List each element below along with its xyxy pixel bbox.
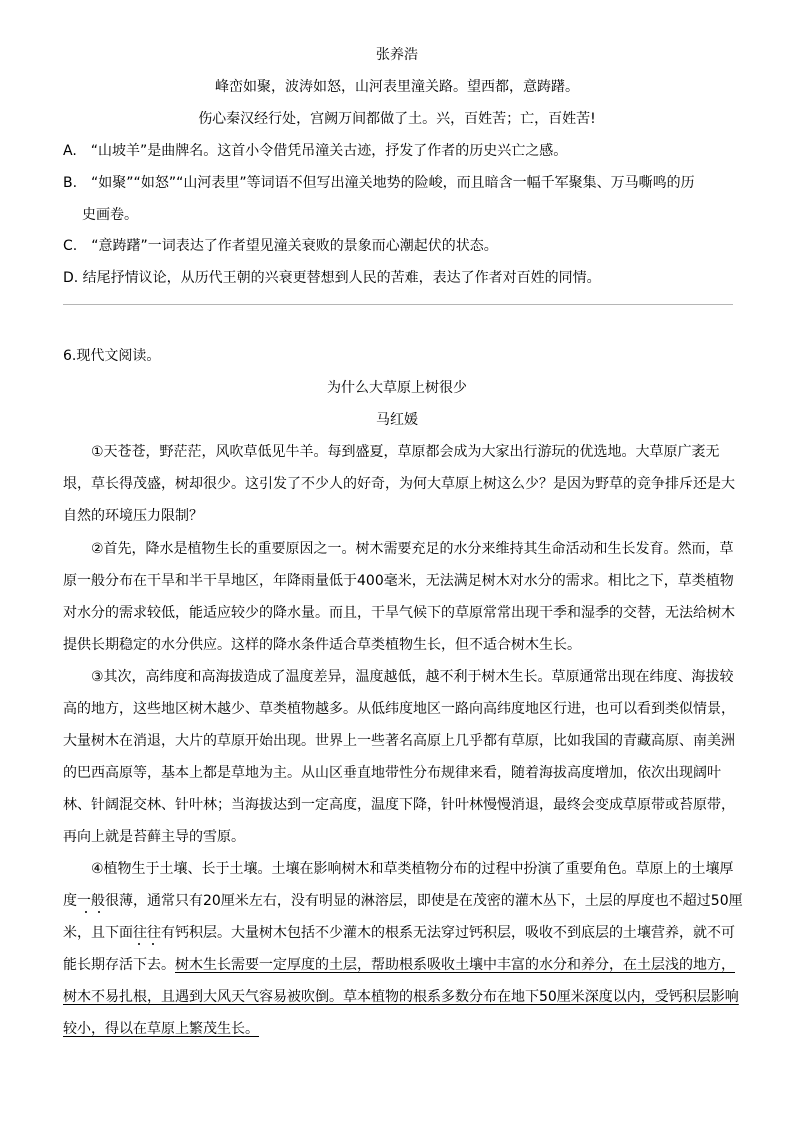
paragraph-4-line: 度一般很薄，通常只有20厘米左右，没有明显的淋溶层，即使是在茂密的灌木丛下，土层的厚度也不超过50厘: [63, 893, 743, 909]
poem-line-1: 峰峦如聚，波涛如怒，山河表里潼关路。望西都，意踌躇。: [215, 79, 579, 95]
article-author: 马红媛: [376, 412, 418, 428]
underlined-sentence: 树木生长需要一定厚度的土层，帮助根系吸收土壤中丰富的水分和养分，在土层浅的地方，: [175, 957, 735, 973]
option-b-line-2: 史画卷。: [82, 207, 138, 223]
paragraph-2-line: 提供长期稳定的水分供应。这样的降水条件适合草类植物生长，但不适合树木生长。: [63, 637, 581, 653]
emphasis-dot: [98, 911, 100, 913]
paragraph-4-line: [63, 955, 735, 975]
poem-line-2: 伤心秦汉经行处，宫阙万间都做了土。兴，百姓苦；亡，百姓苦!: [198, 111, 596, 127]
paragraph-3-line: 再向上就是苔藓主导的雪原。: [63, 829, 245, 845]
emphasis-dot: [152, 943, 154, 945]
option-a: A. “山坡羊”是曲牌名。这首小令借凭吊潼关古迹，抒发了作者的历史兴亡之感。: [63, 143, 568, 159]
paragraph-4-plain-text: 能长期存活下去。: [63, 957, 175, 973]
underlined-sentence: 较小，得以在草原上繁茂生长。: [63, 1021, 259, 1037]
article-title: 为什么大草原上树很少: [327, 380, 467, 396]
option-c: C. “意踌躇”一词表达了作者望见潼关衰败的景象而心潮起伏的状态。: [63, 238, 498, 254]
paragraph-3-line: 大量树木在消退，大片的草原开始出现。世界上一些著名高原上几乎都有草原，比如我国的青藏高原、南美洲: [63, 733, 735, 749]
paragraph-3-line: 林、针阔混交林、针叶林；当海拔达到一定高度，温度下降，针叶林慢慢消退，最终会变成草原带或苔原带，: [63, 797, 735, 813]
paragraph-1-line: 垠，草长得茂盛，树却很少。这引发了不少人的好奇，为何大草原上树这么少？是因为野草的竞争排斥还是大: [63, 476, 735, 492]
paragraph-2-line: 原一般分布在干旱和半干旱地区，年降雨量低于400毫米，无法满足树木对水分的需求。相比之下，草类植物: [63, 573, 734, 589]
emphasis-dot: [138, 943, 140, 945]
paragraph-4-line: ④植物生于土壤、长于土壤。土壤在影响树木和草类植物分布的过程中扮演了重要角色。草原上的土壤厚: [91, 861, 734, 877]
paragraph-1-line: 自然的环境压力限制？: [63, 508, 203, 524]
paragraph-4-line: 米，且下面往往有钙积层。大量树木包括不少灌木的根系无法穿过钙积层，吸收不到底层的土壤营养，就不可: [63, 925, 735, 941]
paragraph-3-line: 的巴西高原等，基本上都是草地为主。从山区垂直地带性分布规律来看，随着海拔高度增加，依次出现阔叶: [63, 765, 721, 781]
emphasis-dot: [85, 911, 87, 913]
paragraph-1-line: ①天苍苍，野茫茫，风吹草低见牛羊。每到盛夏，草原都会成为大家出行游玩的优选地。大草原广袤无: [91, 444, 720, 460]
underlined-sentence: 树木不易扎根，且遇到大风天气容易被吹倒。草本植物的根系多数分布在地下50厘米深度以内，受钙积层影响: [63, 989, 739, 1005]
option-d: D. 结尾抒情议论，从历代王朝的兴衰更替想到人民的苦难，表达了作者对百姓的同情。: [63, 270, 601, 286]
paragraph-3-line: 高的地方，这些地区树木越少、草类植物越多。从低纬度地区一路向高纬度地区行进，也可以看到类似情景，: [63, 701, 735, 717]
paragraph-3-line: ③其次，高纬度和高海拔造成了温度差异，温度越低，越不利于树木生长。草原通常出现在纬度、海拔较: [91, 669, 734, 685]
paragraph-2-line: ②首先，降水是植物生长的重要原因之一。树木需要充足的水分来维持其生命活动和生长发育。然而，草: [91, 541, 734, 557]
section-divider: [63, 304, 733, 305]
option-b-line-1: B. “如聚”“如怒”“山河表里”等词语不但写出潼关地势的险峻，而且暗含一幅千军聚集、万马嘶鸣的历: [63, 175, 695, 191]
poem-author: 张养浩: [376, 47, 418, 63]
section-heading: 6.现代文阅读。: [63, 348, 161, 364]
paragraph-2-line: 对水分的需求较低，能适应较少的降水量。而且，干旱气候下的草原常常出现干季和湿季的交替，无法给树木: [63, 605, 735, 621]
